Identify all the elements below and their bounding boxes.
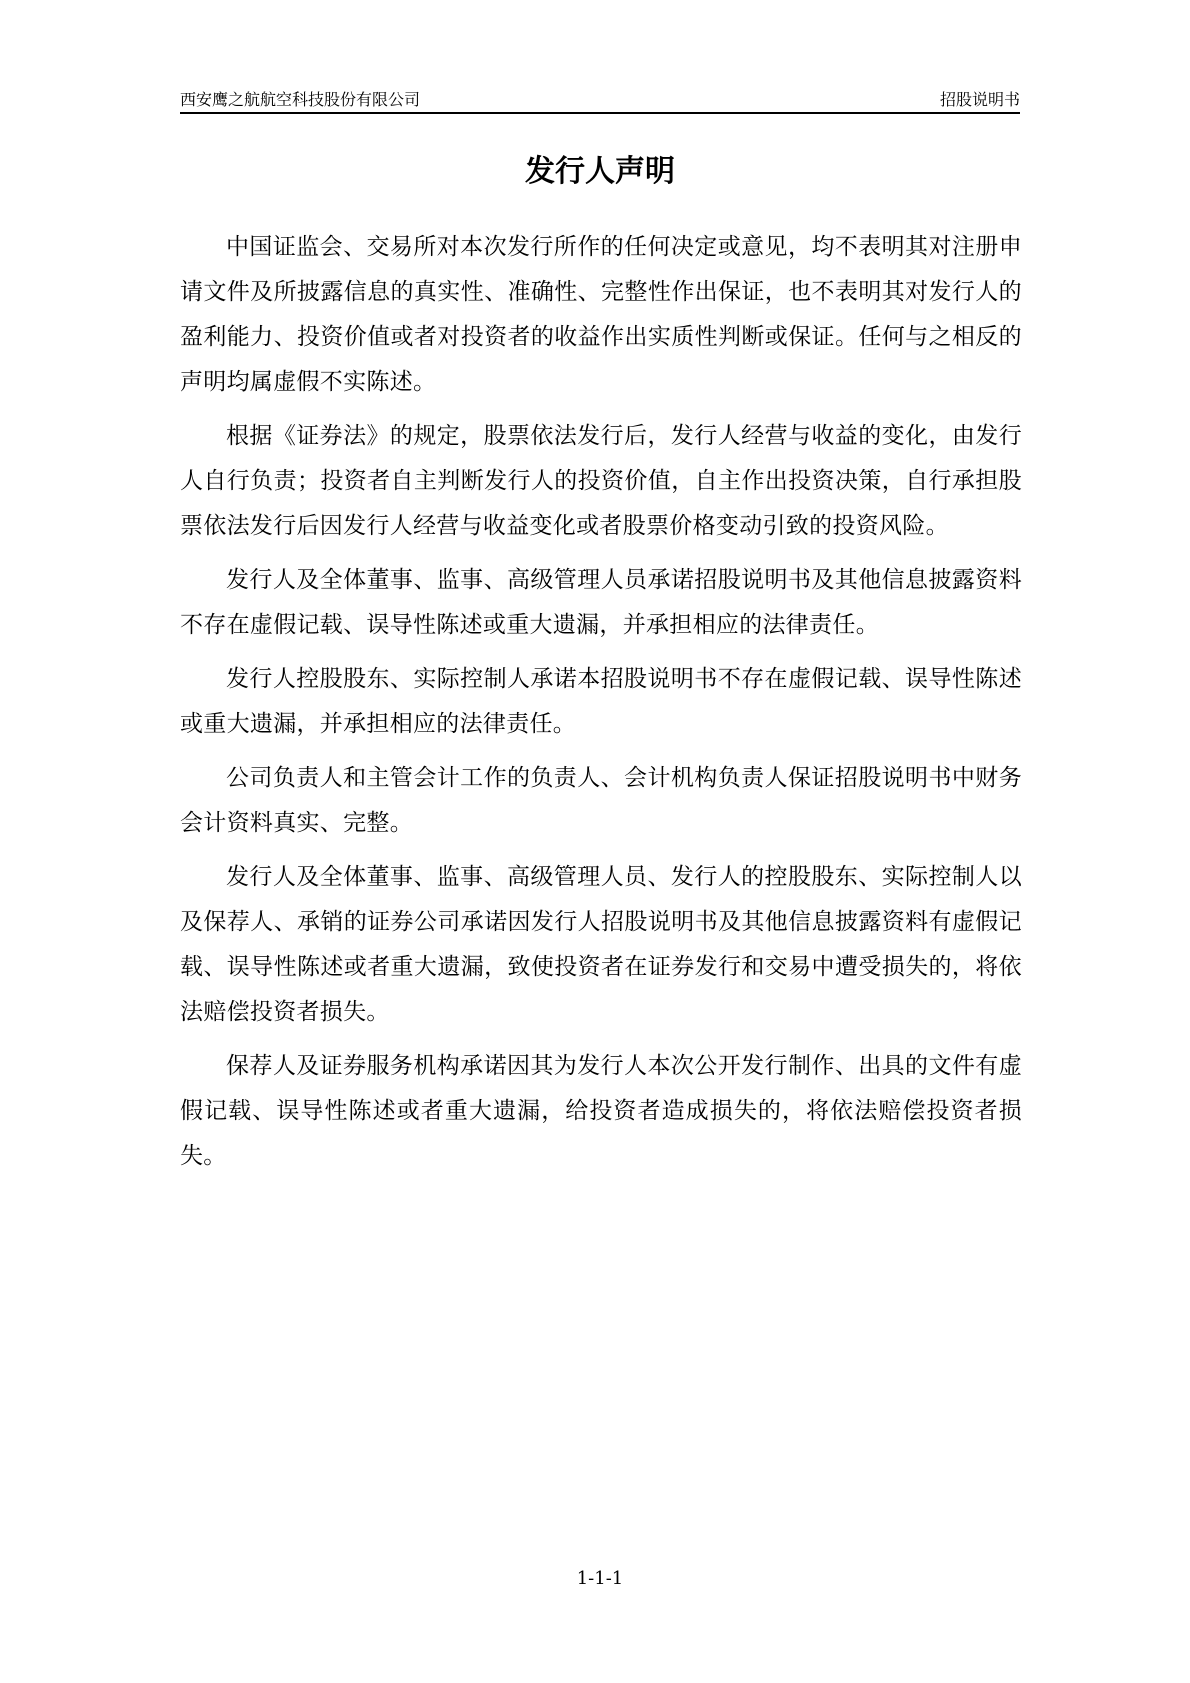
paragraph: 发行人及全体董事、监事、高级管理人员、发行人的控股股东、实际控制人以及保荐人、承销的证券公司承诺因发行人招股说明书及其他信息披露资料有虚假记载、误导性陈述或者重大遗漏，致使投资者在证券发行和交易中遭受损失的，将依法赔偿投资者损失。 <box>180 864 1022 1025</box>
page-header <box>180 84 1020 114</box>
paragraph: 保荐人及证券服务机构承诺因其为发行人本次公开发行制作、出具的文件有虚假记载、误导性陈述或者重大遗漏，给投资者造成损失的，将依法赔偿投资者损失。 <box>180 1053 1022 1169</box>
paragraph: 发行人控股股东、实际控制人承诺本招股说明书不存在虚假记载、误导性陈述或重大遗漏，并承担相应的法律责任。 <box>180 666 1022 737</box>
paragraph: 中国证监会、交易所对本次发行所作的任何决定或意见，均不表明其对注册申请文件及所披露信息的真实性、准确性、完整性作出保证，也不表明其对发行人的盈利能力、投资价值或者对投资者的收益作出实质性判断或保证。任何与之相反的声明均属虚假不实陈述。 <box>180 234 1022 395</box>
header-document-type: 招股说明书 <box>939 90 1020 109</box>
document-body <box>180 225 1022 1188</box>
header-company-name: 西安鹰之航航空科技股份有限公司 <box>180 90 421 109</box>
page-title: 发行人声明 <box>525 154 675 189</box>
paragraph: 根据《证券法》的规定，股票依法发行后，发行人经营与收益的变化，由发行人自行负责；投资者自主判断发行人的投资价值，自主作出投资决策，自行承担股票依法发行后因发行人经营与收益变化或者股票价格变动引致的投资风险。 <box>180 423 1022 539</box>
paragraph: 发行人及全体董事、监事、高级管理人员承诺招股说明书及其他信息披露资料不存在虚假记载、误导性陈述或重大遗漏，并承担相应的法律责任。 <box>180 567 1022 638</box>
paragraph: 公司负责人和主管会计工作的负责人、会计机构负责人保证招股说明书中财务会计资料真实、完整。 <box>180 765 1022 836</box>
page-number: 1-1-1 <box>576 1568 624 1589</box>
